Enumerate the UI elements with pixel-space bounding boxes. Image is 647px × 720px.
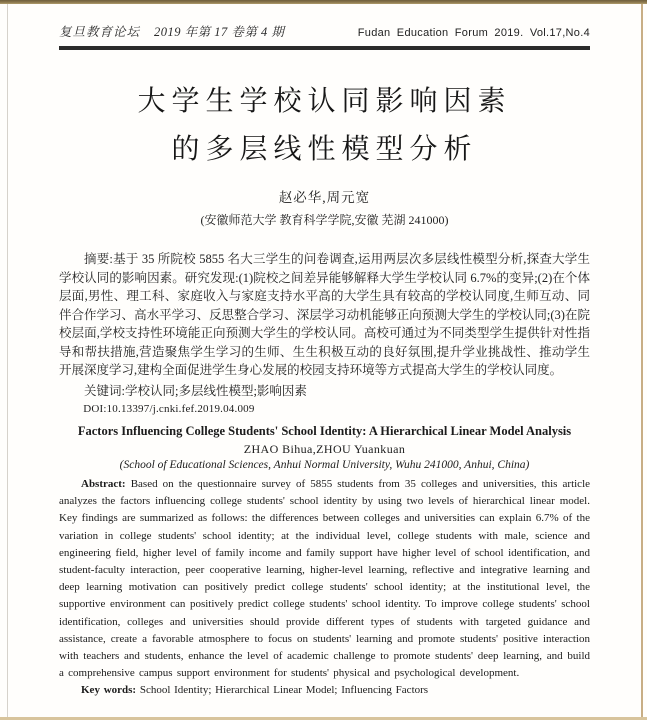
keywords-label-chinese: 关键词: xyxy=(84,383,125,398)
paper-title-line1: 大学生学校认同影响因素 xyxy=(137,86,512,117)
keywords-label-english: Key words: xyxy=(81,684,137,697)
abstract-text-chinese: 基于 35 所院校 5855 名大三学生的问卷调查,运用两层次多层线性模型分析,探查大学生学校认同的影响因素。研究发现:(1)院校之间差异能够解释大学生学校认同 6.7%的变异;(2)在个体层面,男性、理工科、家庭收入与家庭支持水平高的大学生具有较高的学校认同度,生师互动、同伴合作学习、高水平学习、反思整合学习、深层学习动机能够正向预测大学生的学校认同;(3)在院校层面,学校支持性环境能正向预测大学生的学校认同。高校可通过为不同类型学生提供针对性指导和帮扶措施,营造聚焦学生学习的生师、生生积极互动的良好氛围,提升学业挑战性、推动学生开展深度学习,建构全面促进学生身心发展的校园支持环境等方式提高大学生的学校认同度。 xyxy=(59,252,590,377)
journal-issue-cn: 2019 年第 17 卷第 4 期 xyxy=(154,25,285,39)
journal-name-cn: 复旦教育论坛 xyxy=(59,25,141,39)
keywords-text-chinese: 学校认同;多层线性模型;影响因素 xyxy=(124,383,307,398)
affiliation-chinese: (安徽师范大学 教育科学学院,安徽 芜湖 241000) xyxy=(200,213,449,227)
paper-title-chinese xyxy=(59,78,590,174)
abstract-text-english: Based on the questionnaire survey of 5855 students from 35 colleges and universities, this article analyzes the factors influencing college students' school identity by using two levels of hierarchical linear model. Key findings are summarized as follows: the differences between colleges and universities can explain 6.7% of the variation in college students' school identity; at the individual level, college students with male, science and engineering field, higher level of family income and family support have higher level of school identification, and student-faculty interaction, peer cooperative learning, higher-level learning, reflective and integrative learning and deep learning motivation can positively predict college students' school identity; at the institutional level, the supportive environment can positively predict college students' school identity. To improve college students' school identification, colleges and universities should provide different types of students with targeted guidance and assistance, create a favorable atmosphere to focus on students' learning and promote students' positive interaction with teachers and students, enhance the level of academic challenge to promote students' deep learning, and build a comprehensive campus support environment for students' physical and psychological development. xyxy=(59,478,591,680)
journal-title-english: Fudan Education Forum 2019. Vol.17,No.4 xyxy=(357,27,590,39)
paper-title-english: Factors Influencing College Students' School Identity: A Hierarchical Linear Model Analysis xyxy=(77,424,572,438)
affiliation-english: (School of Educational Sciences, Anhui Normal University, Wuhu 241000, Anhui, China) xyxy=(119,459,530,471)
paper-title-line2: 的多层线性模型分析 xyxy=(171,134,478,165)
abstract-label-chinese: 摘要: xyxy=(84,252,113,266)
keywords-text-english: School Identity; Hierarchical Linear Model; Influencing Factors xyxy=(139,684,429,697)
authors-english: ZHAO Bihua,ZHOU Yuankuan xyxy=(243,442,406,456)
abstract-chinese xyxy=(59,250,590,380)
doi: DOI:10.13397/j.cnki.fef.2019.04.009 xyxy=(83,403,255,415)
journal-title-chinese xyxy=(59,22,284,40)
header-divider-rule xyxy=(59,46,590,50)
keywords-english xyxy=(59,682,590,699)
keywords-chinese xyxy=(59,382,590,401)
authors-chinese: 赵必华,周元宽 xyxy=(278,190,371,205)
abstract-english xyxy=(59,476,590,682)
abstract-label-english: Abstract: xyxy=(81,478,126,490)
running-head xyxy=(59,22,590,40)
